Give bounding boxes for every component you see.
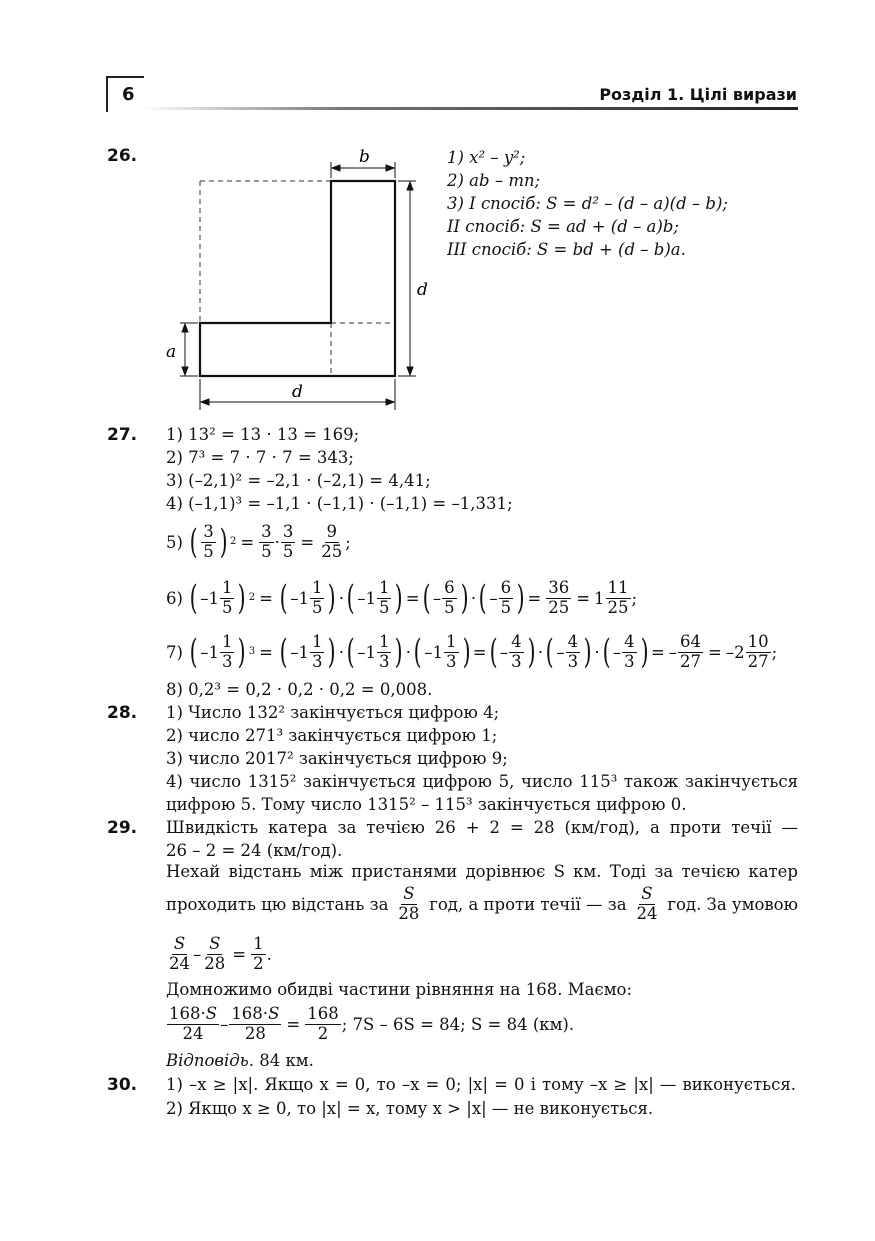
p29-line-4a: проходить цю відстань за: [166, 894, 389, 914]
p27-line-7: 7) ( –1 $\frac{1}{3}$ ) 3 = ( –1 $\frac{1}{3}$ ) · ( –1 $\frac{1}{3}$ ) · ( –1 $\frac{1}{3}$ ) = ( – $\frac{4}{3}$ ) · ( – $\frac{4}{3}$ ) · ( – $\frac{4}{3}$ ) = – $\frac{64}{27}$ = –2 $\frac{10}{27}$ ;: [166, 632, 778, 672]
dimension-d-right: [398, 181, 416, 376]
p29-line-5: $\frac{S}{24}$ – $\frac{S}{28}$ = $\frac{1}{2}$ .: [169, 934, 272, 973]
p29-line-4b: год, а проти течії — за: [429, 894, 627, 914]
p26-item-3: 3) I спосіб: S = d² – (d – a)(d – b);: [447, 194, 728, 213]
page-number: 6: [122, 84, 135, 105]
p27-line-5: 5) ( $\frac{3}{5}$ ) 2 = $\frac{3}{5}$ · $\frac{3}{5}$ = $\frac{9}{25}$ ;: [166, 522, 351, 562]
label-d-bottom: d: [292, 382, 303, 402]
p29-answer-value: . 84 км.: [248, 1051, 314, 1070]
p29-answer-label: Відповідь: [166, 1051, 249, 1070]
p27-line-4: 4) (–1,1)³ = –1,1 · (–1,1) · (–1,1) = –1,331;: [166, 494, 513, 513]
p29-line-4c: год. За умовою: [667, 894, 798, 914]
p29-line-7-tail: ; 7S – 6S = 84; S = 84 (км).: [341, 1014, 575, 1034]
p28-line-2: 2) число 271³ закінчується цифрою 1;: [166, 726, 498, 745]
p30-line-2: 2) Якщо x ≥ 0, то |x| = x, тому x > |x| — не виконується.: [166, 1099, 654, 1118]
label-a: a: [166, 342, 177, 362]
p28-line-5: цифрою 5. Тому число 1315² – 115³ закінчується цифрою 0.: [166, 795, 687, 814]
p29-answer: [166, 1051, 314, 1070]
p26-item-1: 1) x² – y²;: [447, 148, 526, 167]
p29-line-6: Домножимо обидві частини рівняння на 168. Маємо:: [166, 980, 633, 999]
dashed-square: [200, 181, 395, 376]
p29-line-4: проходить цю відстань за $\frac{S}{28}$ год, а проти течії — за $\frac{S}{24}$ год. За умовою: [166, 884, 798, 923]
p27-line-6-label: 6): [166, 588, 183, 608]
p27-line-6: 6) ( –1 $\frac{1}{5}$ ) 2 = ( –1 $\frac{1}{5}$ ) · ( –1 $\frac{1}{5}$ ) = ( – $\frac{6}{5}$ ) · ( – $\frac{6}{5}$ ) = $\frac{36}{25}$ = 1 $\frac{11}{25}$ ;: [166, 578, 638, 618]
section-title: Розділ 1. Цілі вирази: [599, 85, 797, 104]
p26-item-2: 2) ab – mn;: [447, 171, 541, 190]
p29-line-1: Швидкість катера за течією 26 + 2 = 28 (км/год), а проти течії —: [166, 818, 798, 837]
l-shape: [200, 181, 395, 376]
problem-number-26: 26.: [107, 146, 138, 166]
figure-26: [160, 140, 450, 420]
problem-number-28: 28.: [107, 703, 138, 723]
header-rule: [142, 107, 798, 110]
p28-line-3: 3) число 2017² закінчується цифрою 9;: [166, 749, 508, 768]
p29-line-7: $\frac{168\cdot S}{24}$ – $\frac{168\cdot S}{28}$ = $\frac{168}{2}$ ; 7S – 6S = 84; S = 84 (км).: [169, 1004, 575, 1043]
problem-number-30: 30.: [107, 1075, 138, 1095]
p30-line-1: 1) –x ≥ |x|. Якщо x = 0, то –x = 0; |x| = 0 і тому –x ≥ |x| — виконується.: [166, 1075, 796, 1094]
p27-line-2: 2) 7³ = 7 · 7 · 7 = 343;: [166, 448, 354, 467]
p26-item-5: III спосіб: S = bd + (d – b)a.: [447, 240, 686, 259]
problem-number-27: 27.: [107, 425, 138, 445]
p26-item-4: II спосіб: S = ad + (d – a)b;: [447, 217, 679, 236]
p28-line-4: 4) число 1315² закінчується цифрою 5, число 115³ також закінчується: [166, 772, 798, 791]
p28-line-1: 1) Число 132² закінчується цифрою 4;: [166, 703, 500, 722]
p27-line-3: 3) (–2,1)² = –2,1 · (–2,1) = 4,41;: [166, 471, 431, 490]
p29-line-3: Нехай відстань між пристанями дорівнює S км. Тоді за течією катер: [166, 862, 798, 881]
p27-line-1: 1) 13² = 13 · 13 = 169;: [166, 425, 360, 444]
p29-line-2: 26 – 2 = 24 (км/год).: [166, 841, 343, 860]
dimension-a: [180, 323, 198, 376]
label-b: b: [359, 147, 370, 167]
p27-line-5-label: 5): [166, 532, 183, 552]
p27-line-7-label: 7): [166, 642, 183, 662]
label-d-right: d: [417, 280, 428, 300]
problem-number-29: 29.: [107, 818, 138, 838]
p27-line-8: 8) 0,2³ = 0,2 · 0,2 · 0,2 = 0,008.: [166, 680, 433, 699]
